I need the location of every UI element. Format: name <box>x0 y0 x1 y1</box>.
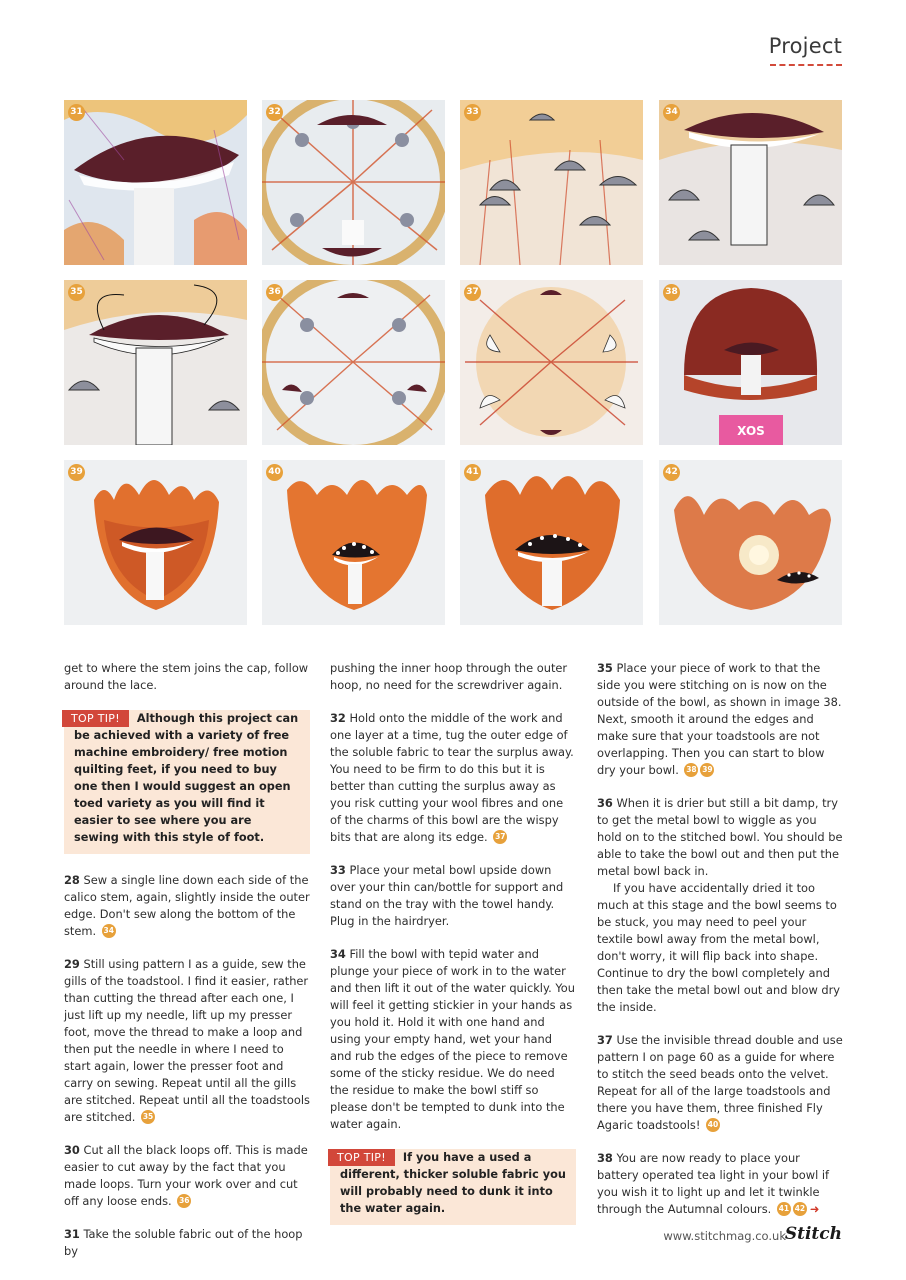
text-column-1 <box>64 660 310 1276</box>
step-photo-40 <box>262 460 445 625</box>
step-photo-39 <box>64 460 247 625</box>
step-36 <box>597 795 843 880</box>
step-37 <box>597 1032 843 1134</box>
step-photo-31 <box>64 100 247 265</box>
top-tip-label: TOP TIP! <box>62 710 129 727</box>
step-35 <box>597 660 843 779</box>
step-text: Fill the bowl with tepid water and plunge your piece of work in to the water and then lift it out of the water quickly. You will feel it getting stickier in your hands as you hold it. Hold it with one hand and using your empty hand, wet your hand and rub the edges of the piece to remove some of the sticky residue. We do need the residue to make the bowl stiff so please don't be tempted to dunk into the water again. <box>330 947 575 1131</box>
step-number: 36 <box>597 796 613 810</box>
step-photo-33 <box>460 100 643 265</box>
step-36-continued: If you have accidentally dried it too much at this stage and the bowl seems to be stuck, you may need to peel your textile bowl away from the metal bowl, don't worry, it will flip back into shape. Continue to dry the bowl completely and then take the metal bowl out and blow dry the inside. <box>597 881 841 1014</box>
step-38 <box>597 1150 843 1218</box>
step-photo-34 <box>659 100 842 265</box>
step-34 <box>330 946 576 1133</box>
step-text: When it is drier but still a bit damp, try to get the metal bowl to wiggle as you hold on to the stitched bowl. You should be able to take the bowl out and then put the metal bowl back in. <box>597 796 843 878</box>
step-photo-37 <box>460 280 643 445</box>
step-text: Sew a single line down each side of the calico stem, again, slightly inside the outer edge. Don't sew along the bottom of the stem. <box>64 873 310 938</box>
step-number: 30 <box>64 1143 80 1157</box>
step-text: Cut all the black loops off. This is made easier to cut away by the fact that you made loops. Turn your work over and cut off any loose ends. <box>64 1143 308 1208</box>
section-rule <box>770 64 842 66</box>
continue-arrow-icon: ➜ <box>809 1202 820 1216</box>
step-number: 28 <box>64 873 80 887</box>
photo-ref: 42 <box>793 1202 807 1216</box>
step-badge: 39 <box>68 464 85 481</box>
photo-ref: 36 <box>177 1194 191 1208</box>
step-text: Take the soluble fabric out of the hoop by <box>64 1227 303 1258</box>
step-badge: 31 <box>68 104 85 121</box>
step-photo-36 <box>262 280 445 445</box>
step-number: 37 <box>597 1033 613 1047</box>
step-badge: 34 <box>663 104 680 121</box>
step-text: Hold onto the middle of the work and one layer at a time, tug the outer edge of the soluble fabric to tear the surplus away. You need to be firm to do this but it is better than cutting the surplus away as you risk cutting your wool fibres and one of the charms of this bowl are the wispy bits that are along its edge. <box>330 711 574 844</box>
step-number: 33 <box>330 863 346 877</box>
step-29 <box>64 956 310 1126</box>
photo-ref: 39 <box>700 763 714 777</box>
photo-grid <box>64 100 842 625</box>
step-number: 31 <box>64 1227 80 1241</box>
photo-ref: 34 <box>102 924 116 938</box>
text-column-2 <box>330 660 576 1243</box>
step-badge: 35 <box>68 284 85 301</box>
step-33 <box>330 862 576 930</box>
step-photo-32 <box>262 100 445 265</box>
top-tip-box <box>330 1149 576 1225</box>
step-31 <box>64 1226 310 1260</box>
step-text: Use the invisible thread double and use pattern I on page 60 as a guide for where to stitch the seed beads onto the velvet. Repeat for all of the large toadstools and there you have them, three finished Fly Agaric toadstools! <box>597 1033 843 1132</box>
step-text: You are now ready to place your battery operated tea light in your bowl if you wish it to light up and let it twinkle through the Autumnal colours. <box>597 1151 830 1216</box>
photo-ref: 38 <box>684 763 698 777</box>
step-badge: 36 <box>266 284 283 301</box>
text-column-3 <box>597 660 843 1234</box>
top-tip-box <box>64 710 310 854</box>
step-photo-41 <box>460 460 643 625</box>
photo-ref: 35 <box>141 1110 155 1124</box>
step-28 <box>64 872 310 940</box>
top-tip-text: If you have a used a different, thicker soluble fabric you will probably need to dunk it into the water again. <box>340 1151 566 1215</box>
step-photo-35 <box>64 280 247 445</box>
paragraph: pushing the inner hoop through the outer hoop, no need for the screwdriver again. <box>330 661 568 692</box>
photo-ref: 41 <box>777 1202 791 1216</box>
section-label: Project <box>768 34 842 58</box>
step-badge: 37 <box>464 284 481 301</box>
step-badge: 41 <box>464 464 481 481</box>
step-badge: 32 <box>266 104 283 121</box>
step-photo-42 <box>659 460 842 625</box>
step-number: 38 <box>597 1151 613 1165</box>
step-number: 34 <box>330 947 346 961</box>
step-number: 29 <box>64 957 80 971</box>
step-badge: 42 <box>663 464 680 481</box>
step-photo-38 <box>659 280 842 445</box>
step-30 <box>64 1142 310 1210</box>
photo-ref: 37 <box>493 830 507 844</box>
step-badge: 38 <box>663 284 680 301</box>
step-badge: 33 <box>464 104 481 121</box>
step-number: 35 <box>597 661 613 675</box>
step-text: Place your piece of work to that the side you were stitching on is now on the outside of the bowl, as shown in image 38. Next, smooth it around the edges and make sure that your toadstools are not overlapping. Then you can start to blow dry your bowl. <box>597 661 842 777</box>
svg-text:XOS: XOS <box>737 424 765 438</box>
step-text: Place your metal bowl upside down over your thin can/bottle for support and stand on the tray with the towel handy. Plug in the hairdryer. <box>330 863 564 928</box>
step-badge: 40 <box>266 464 283 481</box>
step-text: Still using pattern I as a guide, sew the gills of the toadstool. I find it easier, rather than cutting the thread after each one, I just lift up my needle, lift up my presser foot, move the thread to make a loop and then put the needle in where I need to start again, lower the presser foot and carry on sewing. Repeat until all the gills are stitched. Repeat until all the toadstools are stitched. <box>64 957 310 1124</box>
step-32 <box>330 710 576 846</box>
step-number: 32 <box>330 711 346 725</box>
footer-url[interactable]: www.stitchmag.co.uk <box>663 1229 786 1243</box>
paragraph: get to where the stem joins the cap, follow around the lace. <box>64 661 309 692</box>
top-tip-text: Although this project can be achieved with a variety of free machine embroidery/ free motion quilting feet, if you need to buy one then I would suggest an open toed variety as you will find it easier to see where you are sewing with this style of foot. <box>74 712 299 844</box>
magazine-logo: Stitch <box>784 1224 842 1244</box>
top-tip-label: TOP TIP! <box>328 1149 395 1166</box>
photo-ref: 40 <box>706 1118 720 1132</box>
